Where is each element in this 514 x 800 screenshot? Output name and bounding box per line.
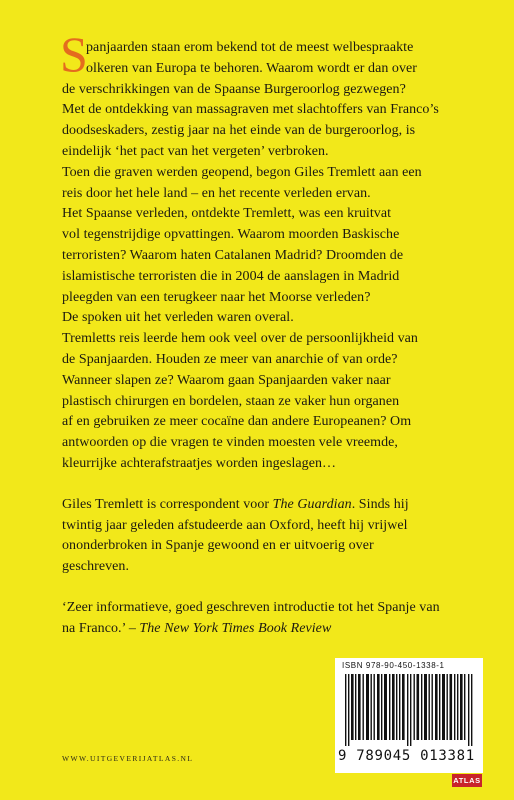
text-line: antwoorden op die vragen te vinden moesten vele vreemde,: [62, 435, 398, 451]
text-line: reis door het hele land – en het recente verleden ervan.: [62, 185, 371, 201]
text-line: terroristen? Waarom haten Catalanen Madrid? Droomden de: [62, 247, 404, 263]
paragraph-gap: [62, 578, 472, 598]
text-line: ononderbroken in Spanje gewoond en er uitvoerig over: [62, 538, 374, 554]
barcode-digits: 9 789045 013381: [338, 748, 475, 764]
text-line: Wanneer slapen ze? Waarom gaan Spanjaarden vaker naar: [62, 372, 391, 388]
barcode-panel: [335, 658, 483, 773]
intro-paragraph: [62, 38, 472, 475]
text-line: twintig jaar geleden afstudeerde aan Oxford, heeft hij vrijwel: [62, 517, 408, 533]
text-line: Het Spaanse verleden, ontdekte Tremlett, was een kruitvat: [62, 206, 392, 222]
text-line: kleurrijke achterafstraatjes worden ingeslagen…: [62, 455, 337, 471]
text-line: plastisch chirurgen en bordelen, staan ze vaker hun organen: [62, 393, 400, 409]
text-line: de Spanjaarden. Houden ze meer van anarchie of van orde?: [62, 351, 398, 367]
text-line: eindelijk ‘het pact van het vergeten’ verbroken.: [62, 143, 329, 159]
review-quote: [62, 598, 472, 640]
publisher-url: WWW.UITGEVERIJATLAS.NL: [62, 754, 194, 763]
text-line: olkeren van Europa te behoren. Waarom wordt er dan over: [86, 60, 418, 76]
dropcap-letter: S: [60, 26, 88, 82]
text-run: . Sinds hij: [351, 496, 409, 512]
text-line: [62, 619, 472, 640]
review-source: The New York Times Book Review: [139, 620, 332, 636]
text-line: Met de ontdekking van massagraven met slachtoffers van Franco’s: [62, 102, 439, 118]
publisher-logo: ATLAS: [453, 776, 481, 785]
text-line: ‘Zeer informatieve, goed geschreven introductie tot het Spanje van: [62, 599, 440, 615]
text-line: geschreven.: [62, 559, 130, 575]
paragraph-gap: [62, 475, 472, 495]
author-paragraph: [62, 495, 472, 578]
text-line: Toen die graven werden geopend, begon Giles Tremlett aan een: [62, 164, 422, 180]
text-run: Giles Tremlett is correspondent voor: [62, 496, 273, 512]
text-line: islamistische terroristen die in 2004 de aanslagen in Madrid: [62, 268, 400, 284]
text-line: [62, 495, 472, 516]
text-line: panjaarden staan erom bekend tot de meest welbespraakte: [86, 40, 414, 55]
isbn-label: ISBN 978-90-450-1338-1: [342, 661, 445, 670]
newspaper-title: The Guardian: [272, 496, 352, 512]
text-line: Tremletts reis leerde hem ook veel over de persoonlijkheid van: [62, 331, 418, 347]
text-line: vol tegenstrijdige opvattingen. Waarom moorden Baskische: [62, 227, 400, 243]
text-line: De spoken uit het verleden waren overal.: [62, 310, 294, 326]
text-line: af en gebruiken ze meer cocaïne dan andere Europeanen? Om: [62, 414, 412, 430]
blurb-text: [62, 38, 472, 640]
text-line: de verschrikkingen van de Spaanse Burgeroorlog gezwegen?: [62, 81, 406, 97]
text-run: na Franco.’ –: [62, 620, 140, 636]
text-line: pleegden van een terugkeer naar het Moorse verleden?: [62, 289, 371, 305]
barcode-icon: [345, 674, 475, 746]
text-line: doodseskaders, zestig jaar na het einde van de burgeroorlog, is: [62, 123, 416, 139]
